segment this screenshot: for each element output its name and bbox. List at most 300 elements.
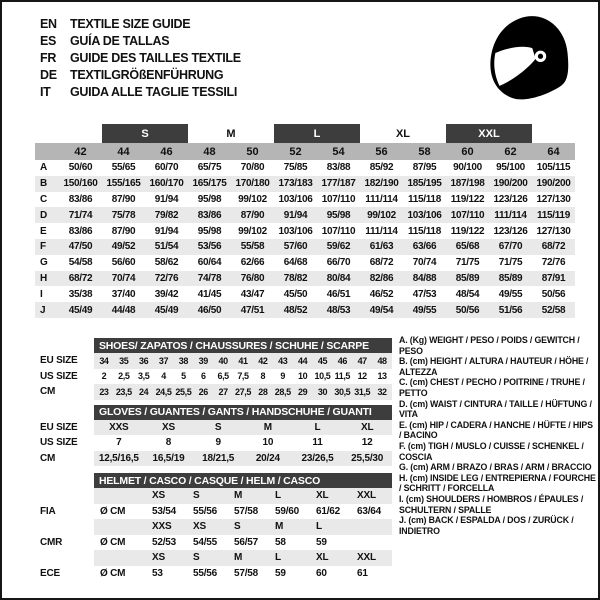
helmet-size-cells: [94, 519, 392, 535]
measure-value: 64/68: [283, 257, 308, 269]
measure-value: 45/50: [283, 288, 308, 300]
helmet-size-label: M: [275, 521, 284, 533]
helmet-value: 55/56: [193, 505, 218, 517]
shoes-value: 27,5: [235, 386, 251, 397]
measure-row-label: C: [40, 193, 48, 205]
shoes-value: 30: [317, 386, 328, 397]
helmet-size-row-spacer: [22, 488, 94, 504]
language-title: GUIDA ALLE TAGLIE TESSILI: [70, 84, 238, 99]
size-number: 64: [547, 145, 560, 158]
helmet-value: 55/56: [193, 567, 218, 579]
measure-value: 75/78: [111, 209, 136, 221]
measure-value: 58/62: [154, 257, 179, 269]
helmet-value: 54/55: [193, 536, 218, 548]
shoes-value: 11,5: [334, 371, 351, 382]
measure-value: 50/56: [541, 288, 566, 300]
measure-value: 107/110: [450, 209, 485, 221]
helmet-size-row: [22, 488, 394, 504]
shoes-value: 46: [337, 355, 347, 366]
measure-row-j: [35, 302, 575, 318]
measure-row-label: J: [40, 304, 46, 316]
size-number: 42: [74, 145, 87, 158]
language-code: DE: [40, 67, 57, 82]
helmet-icon-svg: [488, 10, 570, 110]
legend-item: A. (Kg) WEIGHT / PESO / POIDS / GEWITCH / PESO: [399, 335, 580, 356]
measure-value: 107/110: [321, 193, 356, 205]
measure-value: 50/60: [68, 162, 93, 174]
measure-value: 54/58: [68, 257, 93, 269]
measure-value: 87/90: [111, 193, 136, 205]
helmet-value: 58: [275, 536, 286, 548]
measure-value: 103/106: [278, 193, 313, 205]
size-group-header-row: [35, 124, 575, 143]
helmet-size-row: [22, 550, 394, 566]
measure-row-g: [35, 255, 575, 271]
measure-value: 49/52: [111, 241, 136, 253]
legend-item: C. (cm) CHEST / PECHO / POITRINE / TRUHE / PETTO: [399, 377, 585, 398]
gloves-table-title: GLOVES / GUANTES / GANTS / HANDSCHUHE / GUANTI: [94, 405, 392, 420]
size-number-row: [35, 143, 575, 160]
legend-item: J. (cm) BACK / ESPALDA / DOS / ZURÜCK / INDIETRO: [399, 515, 574, 536]
measure-value: 190/200: [493, 178, 528, 190]
measure-value: 83/86: [68, 193, 93, 205]
helmet-size-label: S: [193, 490, 200, 502]
measure-value: 66/70: [326, 257, 351, 269]
measure-value: 187/198: [450, 178, 485, 190]
shoes-value: 12: [357, 371, 367, 382]
measure-value: 99/102: [367, 209, 396, 221]
measure-value: 53/56: [197, 241, 222, 253]
gloves-row-label: CM: [40, 452, 56, 464]
measure-value: 99/102: [238, 225, 267, 237]
shoes-row-label: EU SIZE: [40, 355, 78, 367]
measure-value: 51/56: [498, 304, 523, 316]
measure-value: 63/66: [412, 241, 437, 253]
measure-value: 48/52: [283, 304, 308, 316]
textile-size-table: [35, 124, 575, 318]
shoes-value: 5: [181, 371, 186, 382]
measure-value: 61/63: [369, 241, 394, 253]
shoes-row: [22, 369, 394, 385]
measure-value: 62/66: [240, 257, 265, 269]
language-title: TEXTILGRÖßENFÜHRUNG: [70, 67, 224, 82]
size-number: 48: [203, 145, 216, 158]
shoes-value: 3,5: [138, 371, 150, 382]
shoes-value: 26: [198, 386, 208, 397]
shoes-value: 23,5: [115, 386, 132, 397]
shoes-row-label: US SIZE: [40, 370, 78, 382]
measure-value: 46/52: [369, 288, 394, 300]
measure-value: 160/170: [149, 178, 184, 190]
helmet-value: 53/54: [152, 505, 177, 517]
shoes-value: 39: [198, 355, 208, 366]
shoes-value: 27: [218, 386, 228, 397]
measure-value: 115/118: [408, 193, 441, 205]
helmet-size-label: XL: [316, 552, 329, 564]
measure-value: 46/51: [326, 288, 351, 300]
gloves-table: [22, 420, 394, 467]
measure-value: 127/130: [536, 193, 571, 205]
gloves-value: 8: [165, 437, 172, 449]
gloves-value: L: [314, 421, 321, 433]
shoes-value: 2: [101, 371, 107, 382]
helmet-value: 61/62: [316, 505, 341, 517]
helmet-value: 56/57: [234, 536, 259, 548]
size-group-xl: XL: [395, 127, 411, 140]
gloves-value: M: [263, 421, 272, 433]
helmet-standard-label: FIA: [40, 505, 56, 517]
legend-item: B. (cm) HEIGHT / ALTURA / HAUTEUR / HÖHE / ALTEZZA: [399, 356, 589, 377]
measure-value: 71/75: [455, 257, 480, 269]
measure-value: 85/89: [498, 272, 523, 284]
measure-value: 45/49: [68, 304, 93, 316]
shoes-value: 47: [357, 355, 367, 366]
shoes-cells: [94, 353, 392, 369]
gloves-value: S: [214, 421, 222, 433]
shoes-value: 30,5: [334, 386, 351, 397]
gloves-value: 23/26,5: [301, 452, 334, 464]
helmet-unit-label: Ø CM: [100, 536, 126, 548]
shoes-value: 6,5: [217, 371, 229, 382]
measure-value: 115/119: [537, 209, 570, 221]
measure-value: 115/118: [408, 225, 441, 237]
measure-value: 68/72: [68, 272, 93, 284]
measure-value: 165/175: [192, 178, 227, 190]
gloves-value: 12,5/16,5: [98, 452, 139, 464]
gloves-value: 12: [361, 437, 373, 449]
measure-value: 111/114: [365, 193, 398, 205]
helmet-size-label: XL: [316, 490, 329, 502]
measure-value: 55/58: [240, 241, 265, 253]
measure-value: 91/94: [154, 193, 179, 205]
gloves-row: [22, 435, 394, 451]
helmet-size-cells: [94, 488, 392, 504]
measure-value: 80/84: [326, 272, 351, 284]
language-title: GUÍA DE TALLAS: [70, 33, 170, 48]
helmet-size-label: XXS: [152, 521, 172, 533]
helmet-size-label: XXL: [357, 490, 376, 502]
measure-value: 170/180: [235, 178, 270, 190]
size-number: 58: [418, 145, 431, 158]
language-code: FR: [40, 50, 57, 65]
measure-value: 46/50: [197, 304, 222, 316]
gloves-value: 18/21,5: [202, 452, 235, 464]
language-row: [40, 66, 241, 83]
measure-value: 52/58: [541, 304, 566, 316]
measure-value: 83/88: [326, 162, 351, 174]
measure-value: 44/48: [111, 304, 136, 316]
measure-value: 123/126: [493, 225, 528, 237]
measure-value: 72/76: [541, 257, 566, 269]
legend-item: D. (cm) WAIST / CINTURA / TAILLE / HÜFTUNG / VITA: [399, 398, 592, 420]
shoes-value: 40: [218, 355, 228, 366]
helmet-size-row-spacer: [22, 519, 94, 535]
helmet-value: 61: [357, 567, 368, 579]
measure-value: 127/130: [536, 225, 571, 237]
helmet-value: 63/64: [357, 505, 382, 517]
helmet-standard-label: CMR: [40, 536, 63, 548]
measurement-legend: [399, 335, 597, 536]
measure-value: 51/54: [154, 241, 179, 253]
helmet-value: 59: [275, 567, 286, 579]
measure-value: 119/122: [450, 193, 485, 205]
language-title: TEXTILE SIZE GUIDE: [70, 16, 191, 31]
gloves-row: [22, 420, 394, 436]
measure-value: 95/98: [197, 193, 222, 205]
shoes-row: [22, 384, 394, 400]
size-number: 52: [289, 145, 302, 158]
measure-value: 65/68: [455, 241, 480, 253]
shoes-table: [22, 353, 394, 400]
measure-value: 83/86: [197, 209, 222, 221]
shoes-value: 42: [258, 355, 268, 366]
helmet-value: 53: [152, 567, 163, 579]
language-code: IT: [40, 84, 51, 99]
measure-value: 47/53: [412, 288, 437, 300]
helmet-standard-row-fia: [22, 504, 394, 520]
shoes-value: 41: [238, 355, 248, 366]
measure-value: 59/62: [326, 241, 351, 253]
helmet-size-label: XS: [152, 552, 165, 564]
measure-row-b: [35, 176, 575, 192]
shoes-value: 35: [119, 355, 129, 366]
shoes-value: 24: [139, 386, 149, 397]
measure-value: 95/98: [197, 225, 222, 237]
measure-row-label: E: [40, 225, 47, 237]
gloves-cells: [94, 435, 392, 451]
measure-value: 150/160: [63, 178, 98, 190]
helmet-standard-row-ece: [22, 566, 394, 582]
shoes-value: 48: [377, 355, 387, 366]
helmet-value: 57/58: [234, 567, 259, 579]
helmet-value: 52/53: [152, 536, 177, 548]
measure-value: 78/82: [283, 272, 308, 284]
helmet-value-cells: [94, 504, 392, 520]
helmet-size-label: XXL: [357, 552, 376, 564]
helmet-size-label: L: [316, 521, 322, 533]
legend-item: F. (cm) TIGH / MUSLO / CUISSE / SCHENKEL / COSCIA: [399, 440, 584, 462]
gloves-cells: [94, 451, 392, 467]
measure-value: 173/183: [278, 178, 313, 190]
gloves-value: 20/24: [255, 452, 280, 464]
measure-value: 48/53: [326, 304, 351, 316]
shoes-value: 10: [297, 371, 308, 382]
measure-value: 65/75: [197, 162, 222, 174]
measure-value: 39/42: [154, 288, 179, 300]
measure-value: 43/47: [240, 288, 265, 300]
legend-item: H. (cm) INSIDE LEG / ENTREPIERNA / FOURCHE / SCHRITT / FORCELLA: [399, 472, 596, 494]
measure-value: 55/65: [111, 162, 136, 174]
measure-value: 68/72: [369, 257, 394, 269]
helmet-size-label: S: [234, 521, 241, 533]
measure-value: 47/50: [68, 241, 93, 253]
measure-value: 50/56: [455, 304, 480, 316]
measure-row-d: [35, 207, 575, 223]
shoes-value: 38: [178, 355, 188, 366]
measure-value: 83/86: [68, 225, 93, 237]
helmet-size-label: M: [234, 552, 243, 564]
helmet-size-label: XS: [193, 521, 206, 533]
size-number: 60: [461, 145, 474, 158]
gloves-value: 7: [116, 437, 122, 449]
measure-row-label: F: [40, 241, 47, 253]
shoes-value: 9: [280, 371, 286, 382]
measure-value: 91/94: [154, 225, 179, 237]
language-code: EN: [40, 16, 57, 31]
language-row: [40, 32, 241, 49]
shoes-value: 43: [278, 355, 288, 366]
shoes-value: 2,5: [118, 371, 130, 382]
measure-value: 45/49: [154, 304, 179, 316]
language-code: ES: [40, 33, 57, 48]
gloves-value: 25,5/30: [351, 452, 384, 464]
size-number: 44: [117, 145, 130, 158]
measure-row-c: [35, 192, 575, 208]
measure-value: 56/60: [111, 257, 136, 269]
measure-value: 84/88: [412, 272, 437, 284]
shoes-value: 6: [200, 371, 206, 382]
measure-value: 85/92: [369, 162, 394, 174]
measure-value: 57/60: [283, 241, 308, 253]
helmet-table-title: HELMET / CASCO / CASQUE / HELM / CASCO: [94, 473, 392, 488]
helmet-value: 59: [316, 536, 327, 548]
measure-value: 111/114: [494, 209, 527, 221]
shoes-value: 24,5: [155, 386, 172, 397]
shoes-row: [22, 353, 394, 369]
measure-value: 91/94: [283, 209, 308, 221]
measure-value: 107/110: [321, 225, 356, 237]
shoes-value: 25,5: [175, 386, 192, 397]
measure-value: 35/38: [68, 288, 93, 300]
legend-item: I. (cm) SHOULDERS / HOMBROS / ÉPAULES / SCHULTERN / SPALLE: [399, 493, 584, 515]
gloves-value: XXS: [109, 421, 129, 433]
measure-value: 76/80: [240, 272, 265, 284]
gloves-cells: [94, 420, 392, 436]
measure-row-f: [35, 239, 575, 255]
shoes-value: 37: [158, 355, 169, 366]
shoes-value: 31,5: [354, 386, 371, 397]
measure-value: 155/165: [106, 178, 141, 190]
measure-value: 49/55: [412, 304, 437, 316]
measure-value: 87/90: [240, 209, 265, 221]
measure-value: 190/200: [536, 178, 571, 190]
helmet-value-cells: [94, 566, 392, 582]
measure-row-i: [35, 286, 575, 302]
gloves-row-label: EU SIZE: [40, 421, 78, 433]
shoes-value: 13: [377, 371, 387, 382]
gloves-row: [22, 451, 394, 467]
measure-value: 70/74: [412, 257, 437, 269]
language-row: [40, 49, 241, 66]
measure-value: 47/51: [240, 304, 265, 316]
shoes-value: 4: [161, 371, 166, 382]
gloves-value: XL: [360, 421, 374, 433]
helmet-value-cells: [94, 535, 392, 551]
measure-value: 103/106: [407, 209, 442, 221]
measure-value: 182/190: [364, 178, 399, 190]
helmet-value: 60: [316, 567, 327, 579]
size-number: 50: [246, 145, 259, 158]
helmet-unit-label: Ø CM: [100, 567, 126, 579]
measure-value: 68/72: [541, 241, 566, 253]
measure-value: 70/74: [111, 272, 136, 284]
measure-value: 87/90: [111, 225, 136, 237]
measure-row-label: I: [40, 288, 43, 300]
shoes-value: 28: [258, 386, 268, 397]
measure-value: 49/55: [498, 288, 523, 300]
gloves-value: XS: [162, 421, 175, 433]
helmet-value: 57/58: [234, 505, 259, 517]
shoes-value: 29: [297, 386, 308, 397]
measure-value: 67/70: [498, 241, 523, 253]
shoes-value: 44: [297, 355, 308, 366]
helmet-standard-label: ECE: [40, 567, 60, 579]
measure-value: 87/95: [412, 162, 437, 174]
size-group-l: L: [274, 124, 360, 143]
measure-value: 82/86: [369, 272, 394, 284]
measure-value: 177/187: [321, 178, 356, 190]
shoes-value: 36: [139, 355, 149, 366]
helmet-size-label: L: [275, 490, 281, 502]
size-number: 62: [504, 145, 517, 158]
size-number: 54: [332, 145, 345, 158]
gloves-row-label: US SIZE: [40, 437, 78, 449]
measure-row-label: A: [40, 162, 48, 174]
measure-value: 70/80: [240, 162, 265, 174]
measure-value: 60/64: [197, 257, 222, 269]
language-title: GUIDE DES TAILLES TEXTILE: [70, 50, 241, 65]
size-group-s: S: [102, 124, 188, 143]
shoes-row-label: CM: [40, 386, 56, 398]
helmet-table: [22, 488, 394, 581]
shoes-value: 28,5: [274, 386, 291, 397]
helmet-value: 59/60: [275, 505, 300, 517]
measure-row-h: [35, 271, 575, 287]
helmet-size-label: M: [234, 490, 243, 502]
measure-row-label: H: [40, 272, 48, 284]
gloves-value: 11: [312, 437, 323, 449]
measure-value: 123/126: [493, 193, 528, 205]
measure-value: 111/114: [365, 225, 398, 237]
measure-value: 90/100: [453, 162, 482, 174]
measure-row-a: [35, 160, 575, 176]
legend-item: E. (cm) HIP / CADERA / HANCHE / HÜFTE / HIPS / BACINO: [399, 419, 593, 441]
measure-value: 48/54: [455, 288, 480, 300]
measure-value: 119/122: [450, 225, 485, 237]
shoes-value: 10,5: [314, 371, 331, 382]
helmet-size-row: [22, 519, 394, 535]
shoes-value: 34: [99, 355, 109, 366]
language-row: [40, 15, 241, 32]
measure-value: 185/195: [407, 178, 442, 190]
gloves-value: 10: [262, 437, 274, 449]
measure-row-label: D: [40, 209, 48, 221]
language-list: [40, 15, 241, 100]
measure-value: 72/76: [154, 272, 179, 284]
shoes-cells: [94, 384, 392, 400]
size-number: 46: [160, 145, 173, 158]
size-group-xxl: XXL: [446, 124, 532, 143]
shoes-value: 32: [377, 386, 387, 397]
measure-value: 75/85: [283, 162, 308, 174]
legend-item: G. (cm) ARM / BRAZO / BRAS / ARM / BRACCIO: [399, 462, 592, 473]
shoes-table-title: SHOES/ ZAPATOS / CHAUSSURES / SCHUHE / SCARPE: [94, 338, 392, 353]
measure-value: 85/89: [455, 272, 480, 284]
helmet-unit-label: Ø CM: [100, 505, 126, 517]
helmet-size-label: S: [193, 552, 200, 564]
shoes-value: 23: [99, 386, 109, 397]
shoes-value: 7,5: [237, 371, 249, 382]
